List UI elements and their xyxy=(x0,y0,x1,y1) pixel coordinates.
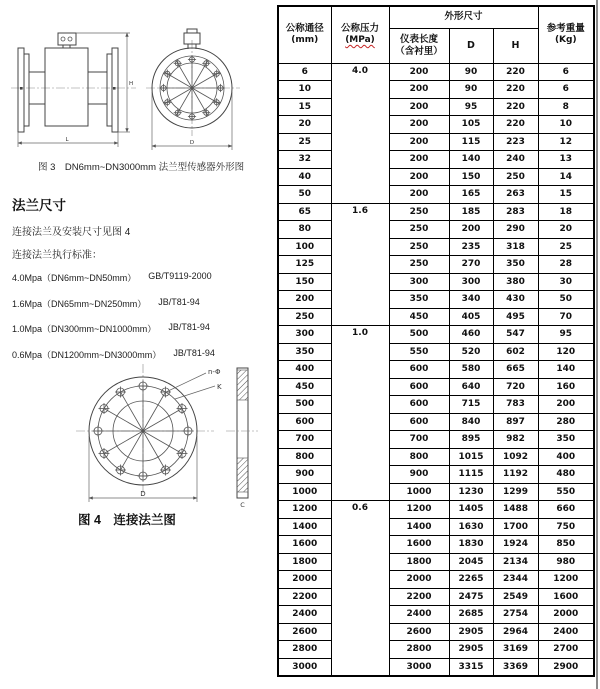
cell-weight: 12 xyxy=(538,133,594,151)
cell-length: 1800 xyxy=(389,553,449,571)
cell-length: 300 xyxy=(389,273,449,291)
table-row xyxy=(278,343,594,361)
cell-length: 1400 xyxy=(389,518,449,536)
cell-diameter: 25 xyxy=(278,133,331,151)
header-diameter xyxy=(278,6,331,63)
cell-diameter: 1800 xyxy=(278,553,331,571)
cell-h: 223 xyxy=(493,133,538,151)
cell-weight: 850 xyxy=(538,536,594,554)
cell-diameter: 1200 xyxy=(278,501,331,519)
figure3-drawing xyxy=(6,16,262,163)
cell-diameter: 2800 xyxy=(278,641,331,659)
cell-diameter: 200 xyxy=(278,291,331,309)
cell-diameter: 80 xyxy=(278,221,331,239)
section-hatch-top xyxy=(237,370,248,400)
cell-length: 900 xyxy=(389,466,449,484)
standard-row xyxy=(12,297,274,310)
cell-pressure: 1.6 xyxy=(331,203,389,326)
cell-length: 250 xyxy=(389,256,449,274)
table-row xyxy=(278,641,594,659)
cell-d: 95 xyxy=(449,98,493,116)
flange-section-view xyxy=(226,368,258,508)
cell-weight: 95 xyxy=(538,326,594,344)
table-row xyxy=(278,431,594,449)
cell-h: 350 xyxy=(493,256,538,274)
table-row xyxy=(278,98,594,116)
cell-pressure: 4.0 xyxy=(331,63,389,203)
table-row xyxy=(278,501,594,519)
page-edge-line xyxy=(596,0,598,689)
cell-length: 200 xyxy=(389,98,449,116)
table-row xyxy=(278,396,594,414)
header-weight xyxy=(538,6,594,63)
cell-length: 2800 xyxy=(389,641,449,659)
right-flange-plate xyxy=(112,48,118,132)
side-view xyxy=(11,33,136,147)
cell-d: 1630 xyxy=(449,518,493,536)
table-row xyxy=(278,378,594,396)
table-row xyxy=(278,291,594,309)
cell-weight: 2900 xyxy=(538,658,594,676)
table-row xyxy=(278,256,594,274)
cell-h: 1700 xyxy=(493,518,538,536)
cell-weight: 13 xyxy=(538,151,594,169)
cell-h: 1488 xyxy=(493,501,538,519)
cell-h: 665 xyxy=(493,361,538,379)
cell-weight: 120 xyxy=(538,343,594,361)
cell-diameter: 20 xyxy=(278,116,331,134)
cell-weight: 14 xyxy=(538,168,594,186)
cell-length: 700 xyxy=(389,431,449,449)
cell-h: 250 xyxy=(493,168,538,186)
bolt-circle-label: K xyxy=(217,383,222,391)
cell-diameter: 15 xyxy=(278,98,331,116)
cell-length: 600 xyxy=(389,378,449,396)
cell-pressure: 0.6 xyxy=(331,501,389,676)
cell-diameter: 65 xyxy=(278,203,331,221)
cell-weight: 20 xyxy=(538,221,594,239)
cell-d: 2045 xyxy=(449,553,493,571)
cell-length: 250 xyxy=(389,221,449,239)
cell-d: 580 xyxy=(449,361,493,379)
cell-h: 1924 xyxy=(493,536,538,554)
dim-label-d: D xyxy=(189,140,195,146)
section-heading: 法兰尺寸 xyxy=(12,198,66,213)
standard-code: JB/T81-94 xyxy=(168,322,210,332)
cell-d: 2475 xyxy=(449,588,493,606)
cell-diameter: 250 xyxy=(278,308,331,326)
cell-h: 982 xyxy=(493,431,538,449)
cell-weight: 25 xyxy=(538,238,594,256)
cell-diameter: 1400 xyxy=(278,518,331,536)
front-view xyxy=(146,29,240,150)
cell-d: 640 xyxy=(449,378,493,396)
cell-diameter: 1000 xyxy=(278,483,331,501)
cell-h: 283 xyxy=(493,203,538,221)
cell-d: 1405 xyxy=(449,501,493,519)
header-length-line2: （含衬里） xyxy=(395,45,443,57)
cell-d: 140 xyxy=(449,151,493,169)
header-pressure-title: 公称压力 xyxy=(340,23,379,35)
cell-h: 220 xyxy=(493,63,538,81)
cell-d: 405 xyxy=(449,308,493,326)
cell-h: 897 xyxy=(493,413,538,431)
cell-weight: 980 xyxy=(538,553,594,571)
header-dimensions-group: 外形尺寸 xyxy=(389,6,538,28)
cell-length: 350 xyxy=(389,291,449,309)
cell-diameter: 350 xyxy=(278,343,331,361)
cell-d: 90 xyxy=(449,81,493,99)
cell-d: 2905 xyxy=(449,623,493,641)
cell-weight: 750 xyxy=(538,518,594,536)
flange-spokes xyxy=(98,386,188,476)
cell-diameter: 150 xyxy=(278,273,331,291)
cell-weight: 2700 xyxy=(538,641,594,659)
cell-diameter: 500 xyxy=(278,396,331,414)
cell-d: 105 xyxy=(449,116,493,134)
cell-d: 2685 xyxy=(449,606,493,624)
cell-h: 263 xyxy=(493,186,538,204)
header-d: D xyxy=(449,28,493,63)
junction-box xyxy=(58,33,76,48)
cell-d: 150 xyxy=(449,168,493,186)
cell-length: 200 xyxy=(389,63,449,81)
cell-pressure: 1.0 xyxy=(331,326,389,501)
flange-diameter-label: D xyxy=(140,490,146,498)
cell-weight: 50 xyxy=(538,291,594,309)
cell-length: 550 xyxy=(389,343,449,361)
cell-diameter: 50 xyxy=(278,186,331,204)
cell-diameter: 6 xyxy=(278,63,331,81)
cell-d: 115 xyxy=(449,133,493,151)
cell-d: 2905 xyxy=(449,641,493,659)
table-row xyxy=(278,413,594,431)
table-row xyxy=(278,116,594,134)
cell-length: 1200 xyxy=(389,501,449,519)
header-weight-title: 参考重量 xyxy=(546,23,585,35)
cell-weight: 550 xyxy=(538,483,594,501)
standard-code: JB/T81-94 xyxy=(158,296,200,307)
cell-diameter: 450 xyxy=(278,378,331,396)
cell-weight: 30 xyxy=(538,273,594,291)
standard-code: GB/T9119-2000 xyxy=(148,271,212,281)
cell-diameter: 300 xyxy=(278,326,331,344)
cell-diameter: 125 xyxy=(278,256,331,274)
table-row xyxy=(278,448,594,466)
cell-h: 783 xyxy=(493,396,538,414)
cell-length: 450 xyxy=(389,308,449,326)
table-row xyxy=(278,658,594,676)
cell-h: 430 xyxy=(493,291,538,309)
cell-d: 1115 xyxy=(449,466,493,484)
flange-thickness-label: C xyxy=(240,501,245,508)
cell-length: 2000 xyxy=(389,571,449,589)
cell-h: 380 xyxy=(493,273,538,291)
table-row xyxy=(278,151,594,169)
cell-length: 2600 xyxy=(389,623,449,641)
cell-h: 2754 xyxy=(493,606,538,624)
cell-h: 3369 xyxy=(493,658,538,676)
cell-length: 3000 xyxy=(389,658,449,676)
cell-h: 220 xyxy=(493,116,538,134)
sensor-body xyxy=(45,48,88,126)
cell-weight: 70 xyxy=(538,308,594,326)
cell-weight: 10 xyxy=(538,116,594,134)
bolt-count-label: n-Φ xyxy=(208,368,221,376)
figure3-caption: 图 3 DN6mm~DN3000mm 法兰型传感器外形图 xyxy=(38,162,245,173)
cell-h: 318 xyxy=(493,238,538,256)
cell-d: 460 xyxy=(449,326,493,344)
standard-row xyxy=(12,271,274,284)
cell-diameter: 900 xyxy=(278,466,331,484)
cell-d: 715 xyxy=(449,396,493,414)
table-row xyxy=(278,81,594,99)
flange-note-1: 连接法兰及安装尺寸见图 4 xyxy=(12,227,131,238)
cell-d: 235 xyxy=(449,238,493,256)
standard-row xyxy=(12,322,274,335)
table-row xyxy=(278,168,594,186)
header-length xyxy=(389,28,449,63)
cell-diameter: 2000 xyxy=(278,571,331,589)
flange-size-section xyxy=(12,194,274,373)
header-weight-unit: (Kg) xyxy=(554,35,577,46)
sensor-outline-svg xyxy=(6,16,262,158)
table-row xyxy=(278,186,594,204)
cell-d: 200 xyxy=(449,221,493,239)
table-row xyxy=(278,606,594,624)
cell-length: 250 xyxy=(389,238,449,256)
cell-h: 495 xyxy=(493,308,538,326)
cell-d: 3315 xyxy=(449,658,493,676)
cell-diameter: 2400 xyxy=(278,606,331,624)
table-row xyxy=(278,466,594,484)
standard-spec: 1.6Mpa（DN65mm~DN250mm） xyxy=(12,298,147,309)
dim-label-h: H xyxy=(129,81,134,87)
cell-weight: 6 xyxy=(538,81,594,99)
table-row xyxy=(278,553,594,571)
table-row xyxy=(278,273,594,291)
table-row xyxy=(278,588,594,606)
cell-h: 240 xyxy=(493,151,538,169)
header-diameter-title: 公称通径 xyxy=(285,23,324,35)
cell-length: 800 xyxy=(389,448,449,466)
table-row xyxy=(278,308,594,326)
cell-diameter: 1600 xyxy=(278,536,331,554)
cell-diameter: 3000 xyxy=(278,658,331,676)
cell-length: 600 xyxy=(389,413,449,431)
flange-face-view xyxy=(76,364,222,502)
cell-h: 2964 xyxy=(493,623,538,641)
connecting-flange-svg xyxy=(68,356,266,508)
cell-weight: 660 xyxy=(538,501,594,519)
cell-weight: 15 xyxy=(538,186,594,204)
cell-d: 165 xyxy=(449,186,493,204)
spec-table-header xyxy=(278,6,594,63)
cell-diameter: 40 xyxy=(278,168,331,186)
cell-h: 2134 xyxy=(493,553,538,571)
table-row xyxy=(278,326,594,344)
cell-d: 90 xyxy=(449,63,493,81)
cell-d: 895 xyxy=(449,431,493,449)
cell-h: 2549 xyxy=(493,588,538,606)
cell-weight: 480 xyxy=(538,466,594,484)
table-row xyxy=(278,483,594,501)
flange-note-2: 连接法兰执行标准： xyxy=(12,250,102,261)
cell-d: 1830 xyxy=(449,536,493,554)
cell-weight: 8 xyxy=(538,98,594,116)
cell-h: 3169 xyxy=(493,641,538,659)
cell-diameter: 2600 xyxy=(278,623,331,641)
cell-length: 200 xyxy=(389,186,449,204)
table-row xyxy=(278,536,594,554)
cell-d: 300 xyxy=(449,273,493,291)
cell-weight: 160 xyxy=(538,378,594,396)
cell-length: 500 xyxy=(389,326,449,344)
cell-weight: 350 xyxy=(538,431,594,449)
cell-length: 250 xyxy=(389,203,449,221)
cell-weight: 28 xyxy=(538,256,594,274)
cell-h: 1192 xyxy=(493,466,538,484)
cell-weight: 280 xyxy=(538,413,594,431)
cell-weight: 200 xyxy=(538,396,594,414)
header-length-line1: 仪表长度 xyxy=(399,33,438,45)
cell-diameter: 2200 xyxy=(278,588,331,606)
cell-h: 1092 xyxy=(493,448,538,466)
header-diameter-unit: (mm) xyxy=(291,35,319,46)
cell-d: 840 xyxy=(449,413,493,431)
cell-length: 1600 xyxy=(389,536,449,554)
cell-length: 200 xyxy=(389,116,449,134)
cell-h: 602 xyxy=(493,343,538,361)
spec-table-body xyxy=(278,63,594,676)
cell-d: 185 xyxy=(449,203,493,221)
table-row xyxy=(278,203,594,221)
table-row xyxy=(278,518,594,536)
standard-code: JB/T81-94 xyxy=(173,347,215,358)
section-hatch-bottom xyxy=(237,458,248,492)
table-row xyxy=(278,623,594,641)
cell-diameter: 800 xyxy=(278,448,331,466)
cell-weight: 1200 xyxy=(538,571,594,589)
cell-weight: 400 xyxy=(538,448,594,466)
cell-length: 200 xyxy=(389,168,449,186)
cell-weight: 18 xyxy=(538,203,594,221)
cell-diameter: 600 xyxy=(278,413,331,431)
cell-length: 1000 xyxy=(389,483,449,501)
cell-weight: 140 xyxy=(538,361,594,379)
cell-weight: 6 xyxy=(538,63,594,81)
table-row xyxy=(278,571,594,589)
cell-length: 200 xyxy=(389,151,449,169)
cell-d: 520 xyxy=(449,343,493,361)
table-row xyxy=(278,63,594,81)
cell-h: 290 xyxy=(493,221,538,239)
cell-h: 1299 xyxy=(493,483,538,501)
table-row xyxy=(278,133,594,151)
figure4-drawing xyxy=(68,356,266,513)
cell-diameter: 100 xyxy=(278,238,331,256)
cell-weight: 1600 xyxy=(538,588,594,606)
left-flange-plate xyxy=(18,48,24,132)
cell-weight: 2000 xyxy=(538,606,594,624)
cell-length: 2400 xyxy=(389,606,449,624)
cell-length: 600 xyxy=(389,361,449,379)
cell-h: 2344 xyxy=(493,571,538,589)
cell-length: 200 xyxy=(389,133,449,151)
cell-diameter: 700 xyxy=(278,431,331,449)
cell-length: 2200 xyxy=(389,588,449,606)
table-row xyxy=(278,221,594,239)
cell-h: 220 xyxy=(493,98,538,116)
figure4-caption: 图 4 连接法兰图 xyxy=(78,513,176,527)
cell-d: 2265 xyxy=(449,571,493,589)
cell-weight: 2400 xyxy=(538,623,594,641)
cell-length: 200 xyxy=(389,81,449,99)
cell-d: 1015 xyxy=(449,448,493,466)
standard-spec: 0.6Mpa（DN1200mm~DN3000mm） xyxy=(12,349,162,360)
table-row xyxy=(278,361,594,379)
cell-h: 720 xyxy=(493,378,538,396)
cell-diameter: 10 xyxy=(278,81,331,99)
cell-length: 600 xyxy=(389,396,449,414)
cell-d: 1230 xyxy=(449,483,493,501)
standard-spec: 1.0Mpa（DN300mm~DN1000mm） xyxy=(12,324,157,334)
cell-diameter: 32 xyxy=(278,151,331,169)
cell-d: 340 xyxy=(449,291,493,309)
table-row xyxy=(278,238,594,256)
header-h: H xyxy=(493,28,538,63)
cell-h: 547 xyxy=(493,326,538,344)
cell-d: 270 xyxy=(449,256,493,274)
dim-label-l: L xyxy=(65,137,69,143)
cell-diameter: 400 xyxy=(278,361,331,379)
standard-spec: 4.0Mpa（DN6mm~DN50mm） xyxy=(12,273,137,283)
cell-h: 220 xyxy=(493,81,538,99)
flange-spec-table xyxy=(277,5,595,677)
header-pressure xyxy=(331,6,389,63)
header-pressure-unit: (MPa) xyxy=(345,35,375,46)
